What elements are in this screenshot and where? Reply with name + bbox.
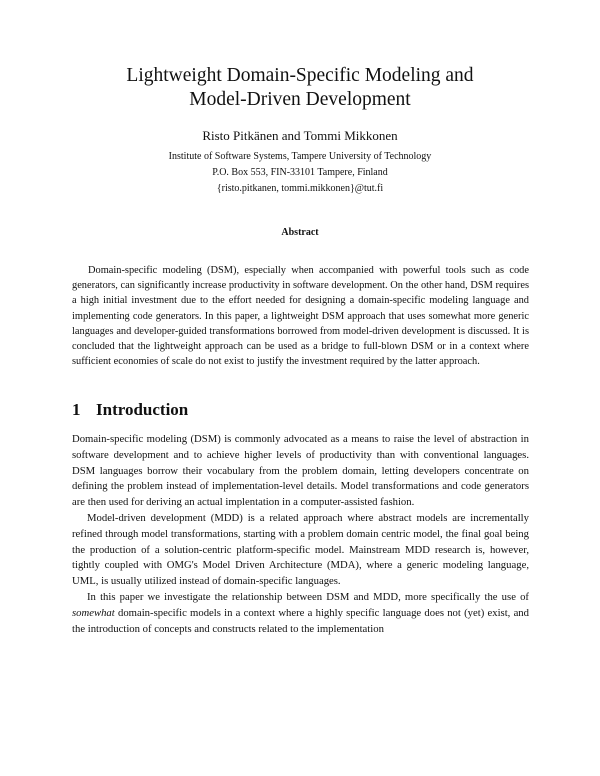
email-address: {risto.pitkanen, tommi.mikkonen}@tut.fi <box>216 183 384 194</box>
paragraph-3-end: domain-specific models in a context where a highly specific language does not (yet) exist, and the introduction of concepts and constructs related to the implementation <box>72 606 529 635</box>
paragraph-3 <box>72 590 529 637</box>
paragraph-1: Domain-specific modeling (DSM) is commonly advocated as a means to raise the level of abstraction in software development and to achieve higher levels of productivity than with conventional languages. DSM languages borrow their vocabulary from the problem domain, letting developers concentrate on defining the problem instead of implementation-level details. Model transformations and code generators are then used for deriving an actual implentation in a computer-assisted fashion. <box>72 433 529 509</box>
title-line-2: Model-Driven Development <box>189 89 411 110</box>
postal-address: P.O. Box 553, FIN-33101 Tampere, Finland <box>212 167 388 178</box>
paper-title <box>0 64 600 112</box>
authors: Risto Pitkänen and Tommi Mikkonen <box>202 128 398 143</box>
paragraph-3-start: In this paper we investigate the relationship between DSM and MDD, more specifically the use of <box>87 590 529 603</box>
section-title: Introduction <box>96 400 189 419</box>
section-heading <box>72 400 188 420</box>
title-line-1: Lightweight Domain-Specific Modeling and <box>126 65 474 86</box>
section-number: 1 <box>72 400 81 419</box>
section-body <box>72 432 529 637</box>
abstract-heading: Abstract <box>281 227 319 238</box>
paragraph-3-emphasis: somewhat <box>72 606 115 619</box>
affiliation: Institute of Software Systems, Tampere University of Technology <box>168 151 432 162</box>
abstract-text: Domain-specific modeling (DSM), especially when accompanied with powerful tools such as code generators, can significantly increase productivity in software development. On the other hand, DSM requires a high initial investment due to the effort needed for designing a domain-specific modeling language and implementing code generators. In this paper, a lightweight DSM approach that uses somewhat more generic languages and developer-guided transformations borrowed from model-driven development is discussed. It is concluded that the lightweight approach can be used as a bridge to full-blown DSM or in a context where sufficient economies of scale do not exist to justify the investment required by the latter approach. <box>72 265 529 368</box>
paragraph-2: Model-driven development (MDD) is a related approach where abstract models are incrementally refined through model transformations, starting with a problem domain centric model, the final goal being the production of a solution-centric platform-specific model. Mainstream MDD research is, however, tightly coupled with OMG's Model Driven Architecture (MDA), where a generic modeling language, UML, is usually utilized instead of domain-specific languages. <box>72 511 529 588</box>
